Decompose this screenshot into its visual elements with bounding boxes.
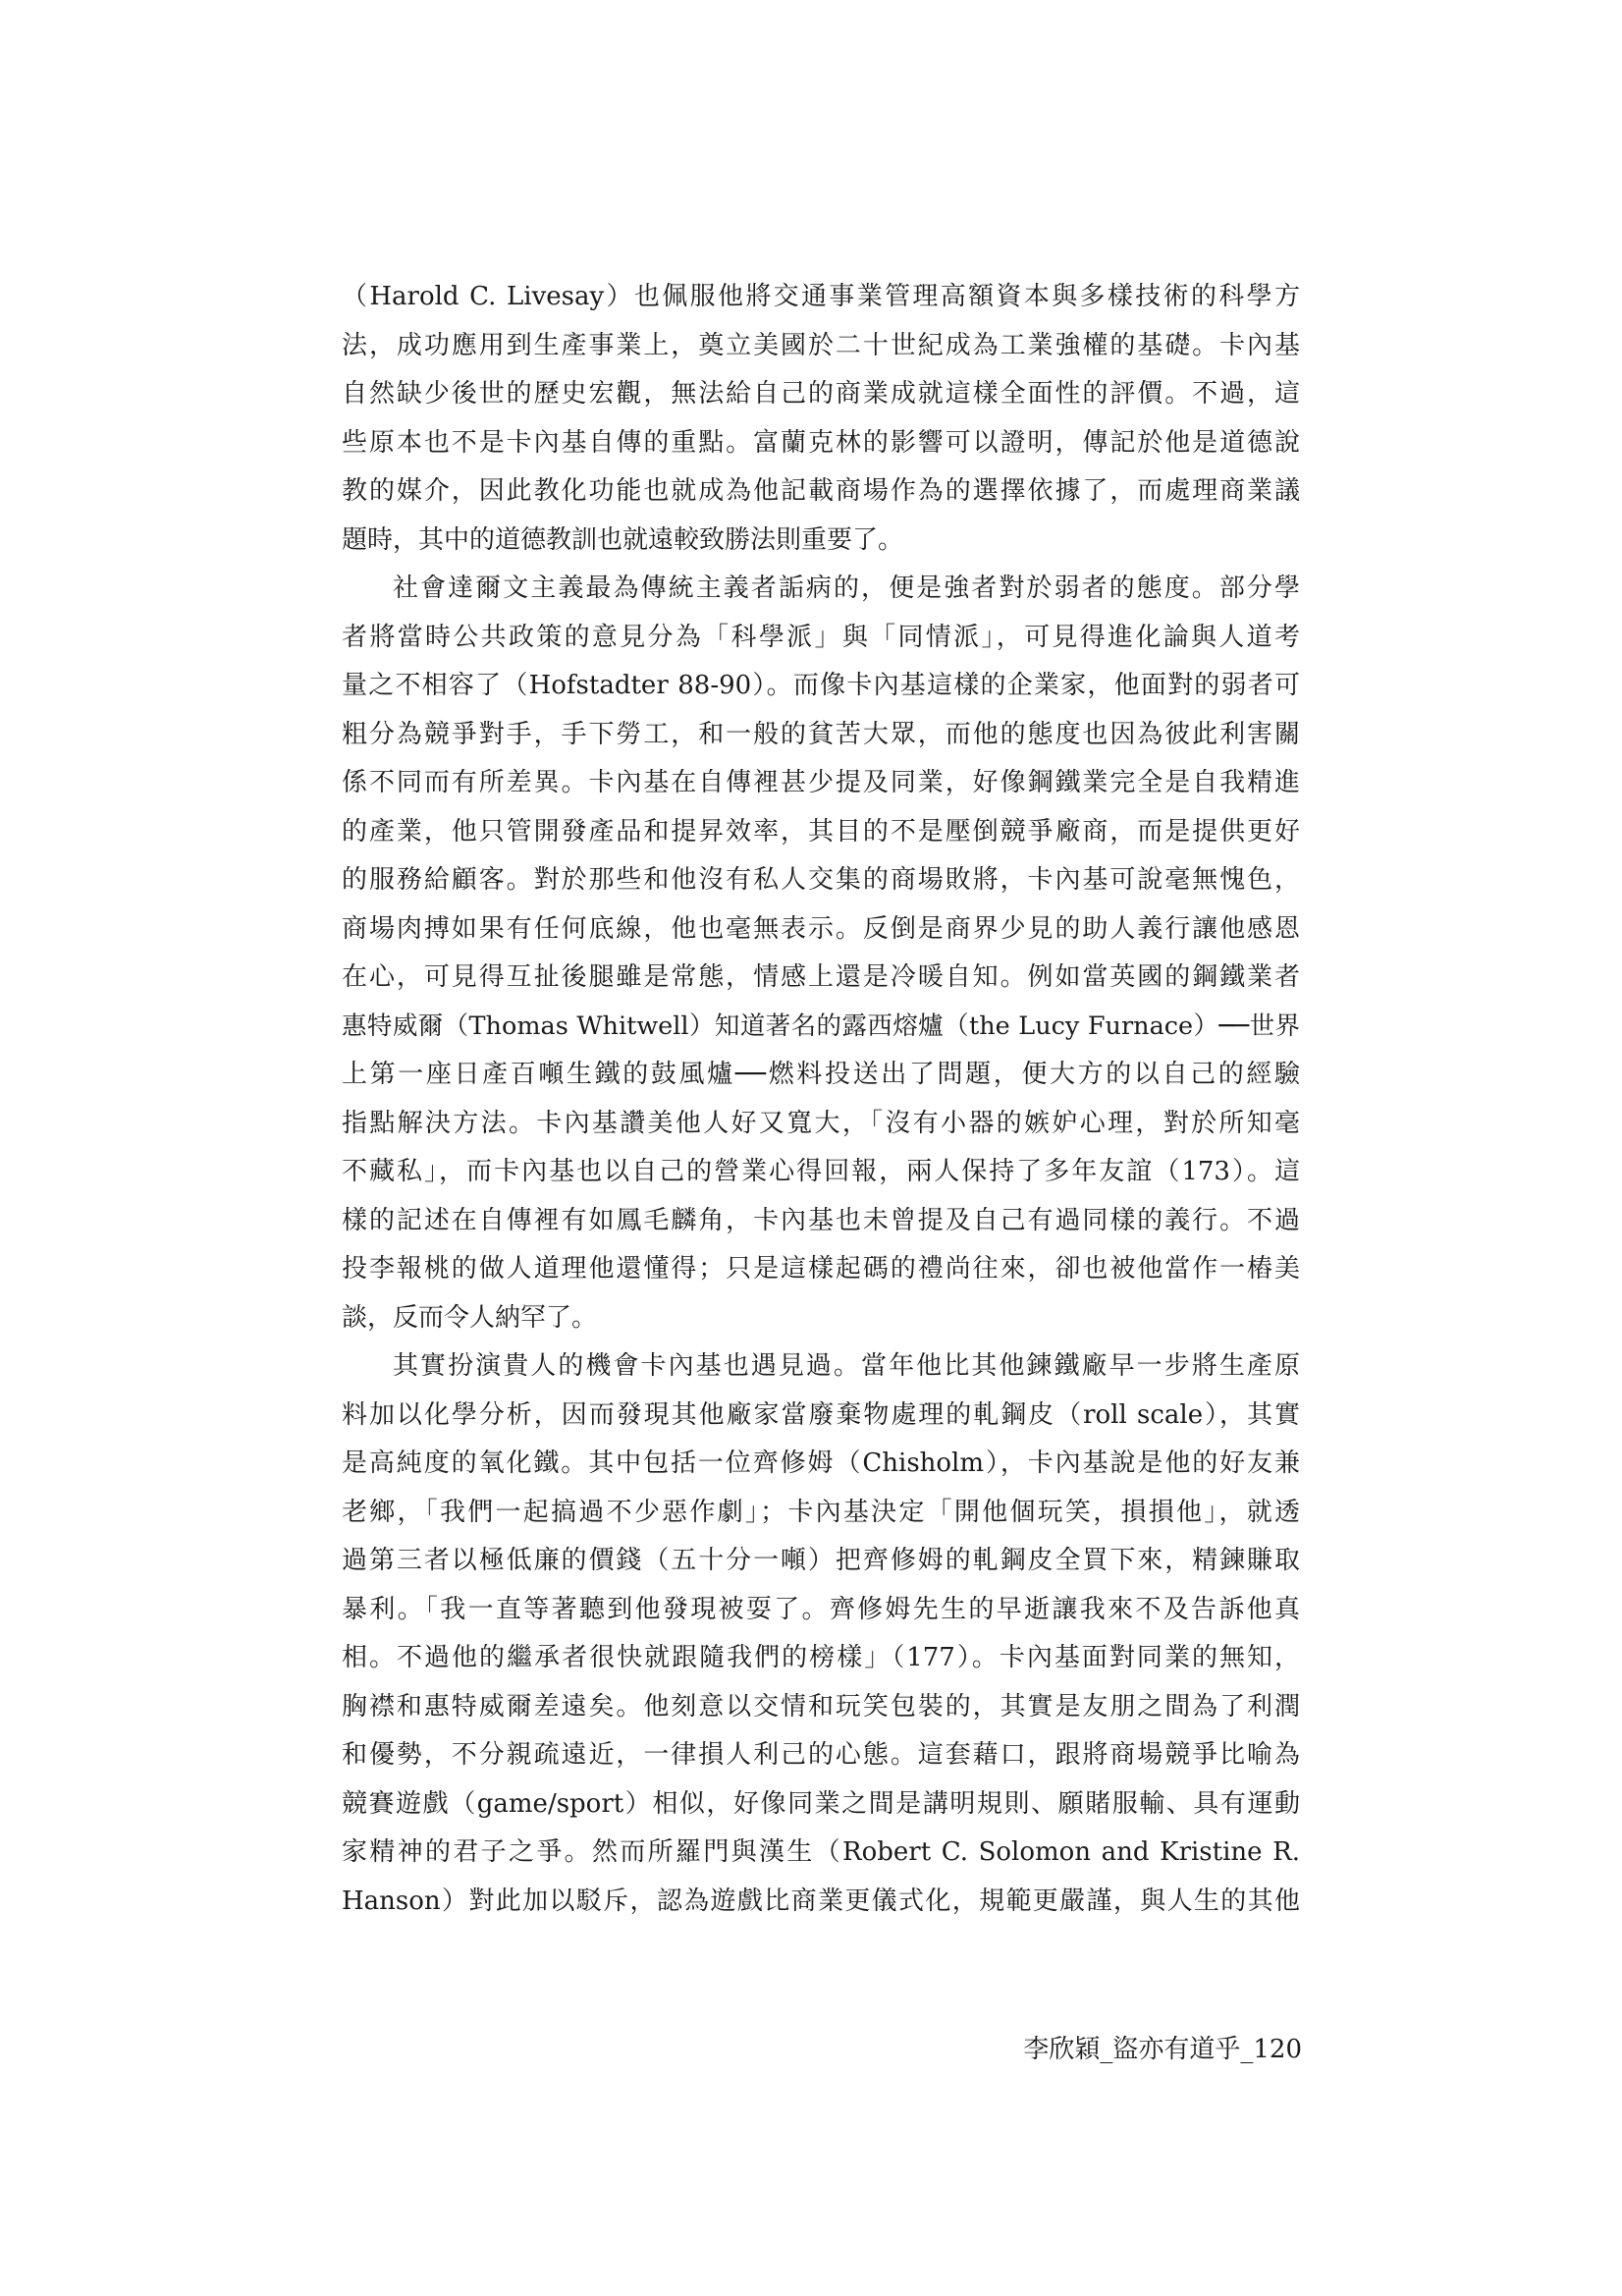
text-line: 胸襟和惠特威爾差遠矣。他刻意以交情和玩笑包裝的，其實是友朋之間為了利潤 [342, 1691, 1300, 1722]
body-text [342, 273, 1300, 1926]
text-line: 是高純度的氧化鐵。其中包括一位齊修姆（Chisholm），卡內基說是他的好友兼 [342, 1449, 1300, 1478]
text-line: （Harold C. Livesay）也佩服他將交通事業管理高額資本與多樣技術的科學方 [342, 282, 1300, 311]
text-line: 其實扮演貴人的機會卡內基也遇見過。當年他比其他鍊鐵廠早一步將生產原 [393, 1351, 1300, 1381]
paragraph-1 [342, 273, 1300, 565]
text-line: 教的媒介，因此教化功能也就成為他記載商場作為的選擇依據了，而處理商業議 [342, 476, 1300, 506]
paragraph-2 [342, 565, 1300, 1342]
text-line: 料加以化學分析，因而發現其他廠家當廢棄物處理的軋鋼皮（roll scale），其實 [342, 1399, 1300, 1430]
text-line: 量之不相容了（Hofstadter 88-90）。而像卡內基這樣的企業家，他面對的弱者可 [342, 671, 1300, 700]
text-line: 指點解決方法。卡內基讚美他人好又寬大，「沒有小器的嫉妒心理，對於所知毫 [342, 1108, 1300, 1138]
text-line: 老鄉，「我們一起搞過不少惡作劇」；卡內基決定「開他個玩笑，損損他」，就透 [342, 1497, 1300, 1527]
text-line: 社會達爾文主義最為傳統主義者詬病的，便是強者對於弱者的態度。部分學 [393, 574, 1300, 603]
text-line: 者將當時公共政策的意見分為「科學派」與「同情派」，可見得進化論與人道考 [342, 622, 1300, 652]
text-line: 不藏私」，而卡內基也以自己的營業心得回報，兩人保持了多年友誼（173）。這 [342, 1157, 1300, 1186]
text-line: 的服務給顧客。對於那些和他沒有私人交集的商場敗將，卡內基可說毫無愧色， [342, 865, 1300, 895]
text-line: 家精神的君子之爭。然而所羅門與漢生（Robert C. Solomon and Kristine R. [342, 1837, 1300, 1867]
text-line: Hanson）對此加以駁斥，認為遊戲比商業更儀式化，規範更嚴謹，與人生的其他 [342, 1886, 1300, 1916]
text-line: 上第一座日產百噸生鐵的鼓風爐──燃料投送出了問題，便大方的以自己的經驗 [342, 1060, 1300, 1089]
text-line: 競賽遊戲（game/sport）相似，好像同業之間是講明規則、願賭服輸、具有運動 [342, 1788, 1300, 1819]
text-line: 惠特威爾（Thomas Whitwell）知道著名的露西熔爐（the Lucy Furnace）──世界 [342, 1011, 1300, 1041]
text-line: 題時，其中的道德教訓也就遠較致勝法則重要了。 [342, 524, 904, 555]
text-line: 和優勢，不分親疏遠近，一律損人利己的心態。這套藉口，跟將商場競爭比喻為 [342, 1740, 1300, 1770]
text-line: 暴利。「我一直等著聽到他發現被耍了。齊修姆先生的早逝讓我來不及告訴他真 [342, 1594, 1300, 1624]
text-line: 自然缺少後世的歷史宏觀，無法給自己的商業成就這樣全面性的評價。不過，這 [342, 379, 1300, 409]
text-line: 的產業，他只管開發產品和提昇效率，其目的不是壓倒競爭廠商，而是提供更好 [342, 816, 1300, 847]
page-footer: 李欣穎_盜亦有道乎_120 [1023, 2035, 1302, 2064]
text-line: 些原本也不是卡內基自傳的重點。富蘭克林的影響可以證明，傳記於他是道德說 [342, 427, 1300, 458]
text-line: 過第三者以極低廉的價錢（五十分一噸）把齊修姆的軋鋼皮全買下來，精鍊賺取 [342, 1546, 1300, 1575]
text-line: 商場肉搏如果有任何底線，他也毫無表示。反倒是商界少見的助人義行讓他感恩 [342, 913, 1300, 944]
text-line: 係不同而有所差異。卡內基在自傳裡甚少提及同業，好像鋼鐵業完全是自我精進 [342, 768, 1300, 797]
text-line: 在心，可見得互扯後腿雖是常態，情感上還是冷暖自知。例如當英國的鋼鐵業者 [342, 962, 1300, 992]
text-line: 談，反而令人納罕了。 [342, 1302, 598, 1333]
text-line: 法，成功應用到生產事業上，奠立美國於二十世紀成為工業強權的基礎。卡內基 [342, 330, 1300, 360]
text-line: 投李報桃的做人道理他還懂得；只是這樣起碼的禮尚往來，卻也被他當作一樁美 [342, 1254, 1300, 1284]
paragraph-3 [342, 1342, 1300, 1926]
text-line: 樣的記述在自傳裡有如鳳毛麟角，卡內基也未曾提及自己有過同樣的義行。不過 [342, 1205, 1300, 1235]
text-line: 相。不過他的繼承者很快就跟隨我們的榜樣」（177）。卡內基面對同業的無知， [342, 1643, 1300, 1672]
text-line: 粗分為競爭對手，手下勞工，和一般的貧苦大眾，而他的態度也因為彼此利害關 [342, 719, 1300, 749]
